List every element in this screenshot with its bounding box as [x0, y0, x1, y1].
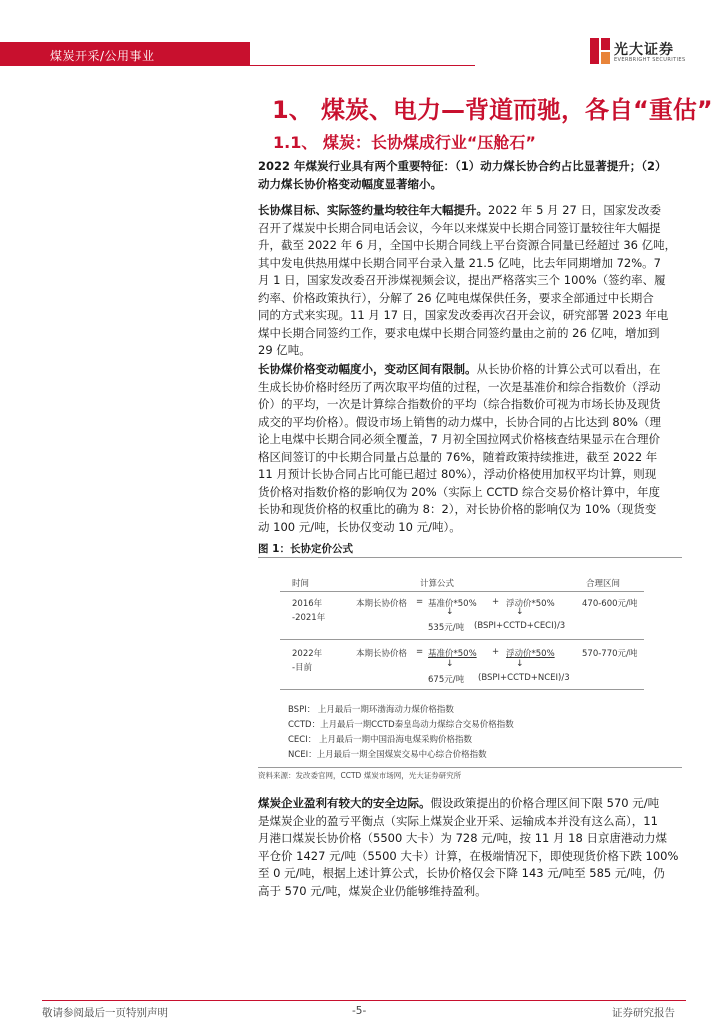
- footer-disclaimer: 敬请参阅最后一页特别声明: [42, 1007, 168, 1019]
- header-rule: [250, 65, 475, 66]
- paragraph-line: 至 0 元/吨，根据上述计算公式，长协价格仅会下降 143 元/吨至 585 元/吨，仍: [258, 866, 665, 880]
- row1-range: 470-600元/吨: [582, 599, 638, 609]
- paragraph-line: 是煤炭企业的盈亏平衡点（实际上煤炭企业开采、运输成本并没有这么高），11: [258, 813, 658, 828]
- paragraph-line: 召开了煤炭中长期合同电话会议，今年以来煤炭中长期合同签订量较往年大幅提: [258, 220, 661, 235]
- col-header-range: 合理区间: [586, 579, 621, 589]
- row2-plus: +: [492, 647, 500, 657]
- note-ceci: CECI： 上月最后一期中国沿海电煤采购价格指数: [288, 735, 472, 745]
- paragraph-line: 月 1 日，国家发改委召开涉煤视频会议，提出严格落实三个 100%（签约率、履: [258, 273, 666, 287]
- logo: [590, 38, 686, 68]
- paragraph-line: 价）的平均，一次是计算综合指数价的平均（综合指数价可视为市场长协及现货: [258, 397, 661, 411]
- col-header-period: 时间: [292, 579, 310, 589]
- paragraph-line: 同的方式来实现。11 月 17 日，国家发改委再次召开会议，研究部署 2023 年电: [258, 308, 669, 322]
- row1-label: 本期长协价格: [356, 599, 408, 609]
- paragraph-line: 升，截至 2022 年 6 月，全国中长期合同线上平台资源合同量已经超过 36 亿吨，: [258, 238, 677, 252]
- paragraph-line: 平仓价 1427 元/吨（5500 大卡）计算，在极端情况下，即使现货价格下跌 100%: [258, 848, 679, 863]
- figure-bottom-rule: [280, 689, 644, 690]
- pricing-formula-figure: [280, 565, 666, 765]
- heading-1: 1、 煤炭、电力—背道而驰，各自“重估”: [272, 96, 713, 124]
- page-number: -5-: [352, 1005, 367, 1017]
- figure-header-rule: [280, 591, 644, 592]
- figure-source: 资料来源：发改委官网，CCTD 煤炭市场网，光大证券研究所: [258, 771, 462, 780]
- paragraph-line: 29 亿吨。: [258, 343, 311, 357]
- down-arrow-icon: ↓: [516, 659, 524, 669]
- row1-plus: +: [492, 597, 500, 607]
- figure-rule-bottom: [258, 767, 682, 768]
- note-bspi: BSPI： 上月最后一期环渤海动力煤价格指数: [288, 705, 454, 715]
- down-arrow-icon: ↓: [516, 607, 524, 617]
- row1-period-start: 2016年: [292, 599, 323, 609]
- row2-range: 570-770元/吨: [582, 649, 638, 659]
- row2-base-value: 675元/吨: [428, 675, 465, 685]
- row2-label: 本期长协价格: [356, 649, 408, 659]
- paragraph-2: [258, 361, 682, 536]
- paragraph-line: 动 100 元/吨，长协仅变动 10 元/吨）。: [258, 519, 461, 534]
- row2-period-start: 2022年: [292, 649, 323, 659]
- figure-title: 图 1：长协定价公式: [258, 543, 353, 555]
- logo-name-cn: 光大证券: [614, 42, 674, 58]
- row2-equals: =: [416, 647, 424, 657]
- down-arrow-icon: ↓: [446, 607, 454, 617]
- paragraph-1: [258, 202, 682, 360]
- row2-period-end: -目前: [292, 663, 313, 673]
- figure-row-rule: [280, 639, 644, 640]
- down-arrow-icon: ↓: [446, 659, 454, 669]
- intro-line: 2022 年煤炭行业具有两个重要特征：（1）动力煤长协合约占比显著提升；（2）: [258, 159, 667, 173]
- heading-2: 1.1、 煤炭：长协煤成行业“压舱石”: [273, 133, 536, 152]
- paragraph-line: 格区间签订的中长期合同量占总量的 76%，随着政策持续推进，截至 2022 年: [258, 449, 658, 464]
- intro-line: 动力煤长协价格变动幅度显著缩小。: [258, 176, 442, 191]
- logo-name-en: EVERBRIGHT SECURITIES: [614, 57, 686, 63]
- paragraph-line: 从长协价格的计算公式可以看出，在: [476, 362, 661, 376]
- paragraph-line: 成交的平均价格）。假设市场上销售的动力煤中，长协合同的占比达到 80%（理: [258, 414, 661, 429]
- row2-base: 基准价*50%: [428, 649, 477, 659]
- row1-base-value: 535元/吨: [428, 623, 465, 633]
- paragraph-line: 煤中长期合同签约工作，要求电煤中长期合同签约量由之前的 26 亿吨，增加到: [258, 325, 660, 340]
- row1-period-end: -2021年: [292, 613, 326, 623]
- paragraph-line: 2022 年 5 月 27 日，国家发改委: [488, 203, 661, 217]
- paragraph-line: 货价格对指数价格的影响仅为 20%（实际上 CCTD 综合交易价格计算中，年度: [258, 484, 660, 499]
- paragraph-line: 11 月预计长协合同占比可能已超过 80%），浮动价格使用加权平均计算，则现: [258, 467, 657, 481]
- footer-report-type: 证券研究报告: [612, 1007, 675, 1019]
- paragraph-line: 假设政策提出的价格合理区间下限 570 元/吨: [430, 796, 660, 810]
- footer-rule: [42, 1000, 686, 1001]
- row2-float-formula: (BSPI+CCTD+NCEI)/3: [478, 673, 570, 683]
- paragraph-line: 高于 570 元/吨，煤炭企业仍能够维持盈利。: [258, 883, 487, 898]
- row2-float: 浮动价*50%: [506, 649, 555, 659]
- row1-float: 浮动价*50%: [506, 599, 555, 609]
- note-cctd: CCTD：上月最后一期CCTD秦皇岛动力煤综合交易价格指数: [288, 720, 514, 730]
- row1-base: 基准价*50%: [428, 599, 477, 609]
- paragraph-lead: 长协煤价格变动幅度小，变动区间有限制。: [258, 362, 477, 376]
- everbright-logo-icon: [590, 38, 610, 64]
- figure-rule-top: [258, 557, 682, 558]
- paragraph-line: 约率、价格政策执行），分解了 26 亿吨电煤保供任务，要求全部通过中长期合: [258, 290, 654, 305]
- intro-paragraph: [258, 158, 682, 193]
- paragraph-line: 生成长协价格时经历了两次取平均值的过程，一次是基准价和综合指数价（浮动: [258, 379, 661, 394]
- paragraph-lead: 煤炭企业盈利有较大的安全边际。: [258, 796, 431, 810]
- paragraph-line: 其中发电供热用煤中长期合同平台录入量 21.5 亿吨，比去年同期增加 72%。7: [258, 255, 661, 270]
- section-label: 煤炭开采/公用事业: [50, 49, 155, 63]
- note-ncei: NCEI：上月最后一期全国煤炭交易中心综合价格指数: [288, 750, 487, 760]
- paragraph-lead: 长协煤目标、实际签约量均较往年大幅提升。: [258, 203, 488, 217]
- col-header-formula: 计算公式: [420, 579, 455, 589]
- paragraph-3: [258, 795, 682, 900]
- paragraph-line: 长协和现货价格的权重比的确为 8：2），对长协价格的影响仅为 10%（现货变: [258, 502, 657, 516]
- row1-float-formula: (BSPI+CCTD+CECI)/3: [474, 621, 566, 631]
- row1-equals: =: [416, 597, 424, 607]
- paragraph-line: 月港口煤炭长协价格（5500 大卡）为 728 元/吨，按 11 月 18 日京唐港动力煤: [258, 831, 667, 845]
- paragraph-line: 论上电煤中长期合同必须全覆盖，7 月初全国拉网式价格核查结果显示在合理价: [258, 432, 660, 446]
